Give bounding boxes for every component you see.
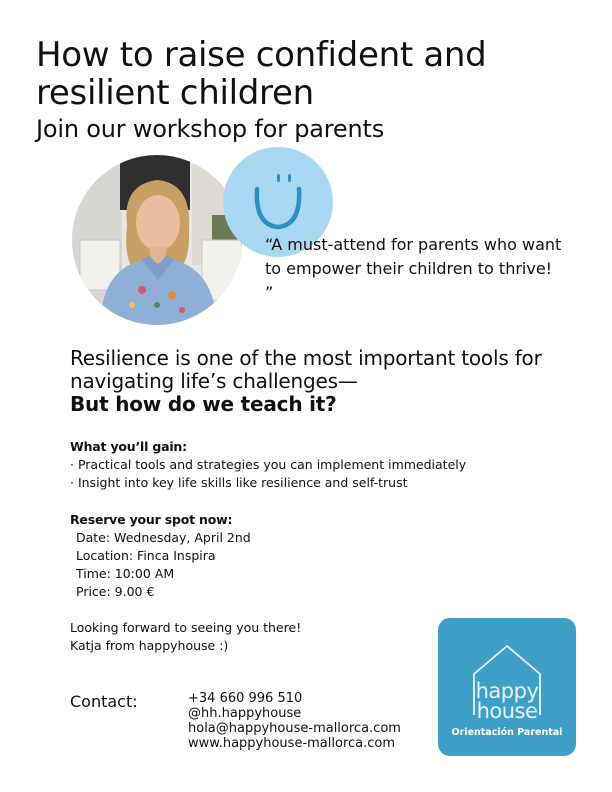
contact-website: www.happyhouse-mallorca.com	[188, 736, 396, 751]
logo-word-house: house	[476, 699, 538, 723]
contact-details	[188, 691, 401, 751]
contact-phone: +34 660 996 510	[188, 691, 303, 706]
intro-emphasis: But how do we teach it?	[70, 392, 337, 416]
page-subtitle: Join our workshop for parents	[36, 115, 385, 143]
contact-email: hola@happyhouse-mallorca.com	[188, 721, 401, 736]
logo-tagline: Orientación Parental	[451, 727, 563, 738]
presenter-photo	[72, 155, 242, 325]
intro-line: Resilience is one of the most important tools for navigating life’s challenges—	[70, 346, 542, 393]
event-date: Date: Wednesday, April 2nd	[76, 530, 251, 545]
intro-statement	[70, 347, 600, 416]
gain-section	[70, 438, 466, 492]
contact-handle: @hh.happyhouse	[188, 706, 302, 721]
event-price: Price: 9.00 €	[76, 584, 155, 599]
contact-label: Contact:	[70, 692, 138, 711]
list-item: · Insight into key life skills like resilience and self-trust	[70, 475, 408, 490]
event-time: Time: 10:00 AM	[76, 566, 175, 581]
reserve-heading: Reserve your spot now:	[70, 512, 233, 527]
presenter-photo-illustration	[72, 155, 242, 325]
event-location: Location: Finca Inspira	[76, 548, 216, 563]
happyhouse-logo	[438, 618, 576, 756]
reserve-section	[70, 511, 251, 601]
page-title: How to raise confident and resilient children	[36, 35, 487, 113]
gain-heading: What you’ll gain:	[70, 439, 187, 454]
logo-word-happy: happy	[475, 679, 539, 703]
closing-line: Looking forward to seeing you there!	[70, 620, 302, 635]
list-item: · Practical tools and strategies you can implement immediately	[70, 457, 467, 472]
testimonial-quote: “A must-attend for parents who want to empower their children to thrive! ”	[265, 235, 562, 302]
closing-note	[70, 619, 301, 655]
signature-line: Katja from happyhouse :)	[70, 638, 229, 653]
